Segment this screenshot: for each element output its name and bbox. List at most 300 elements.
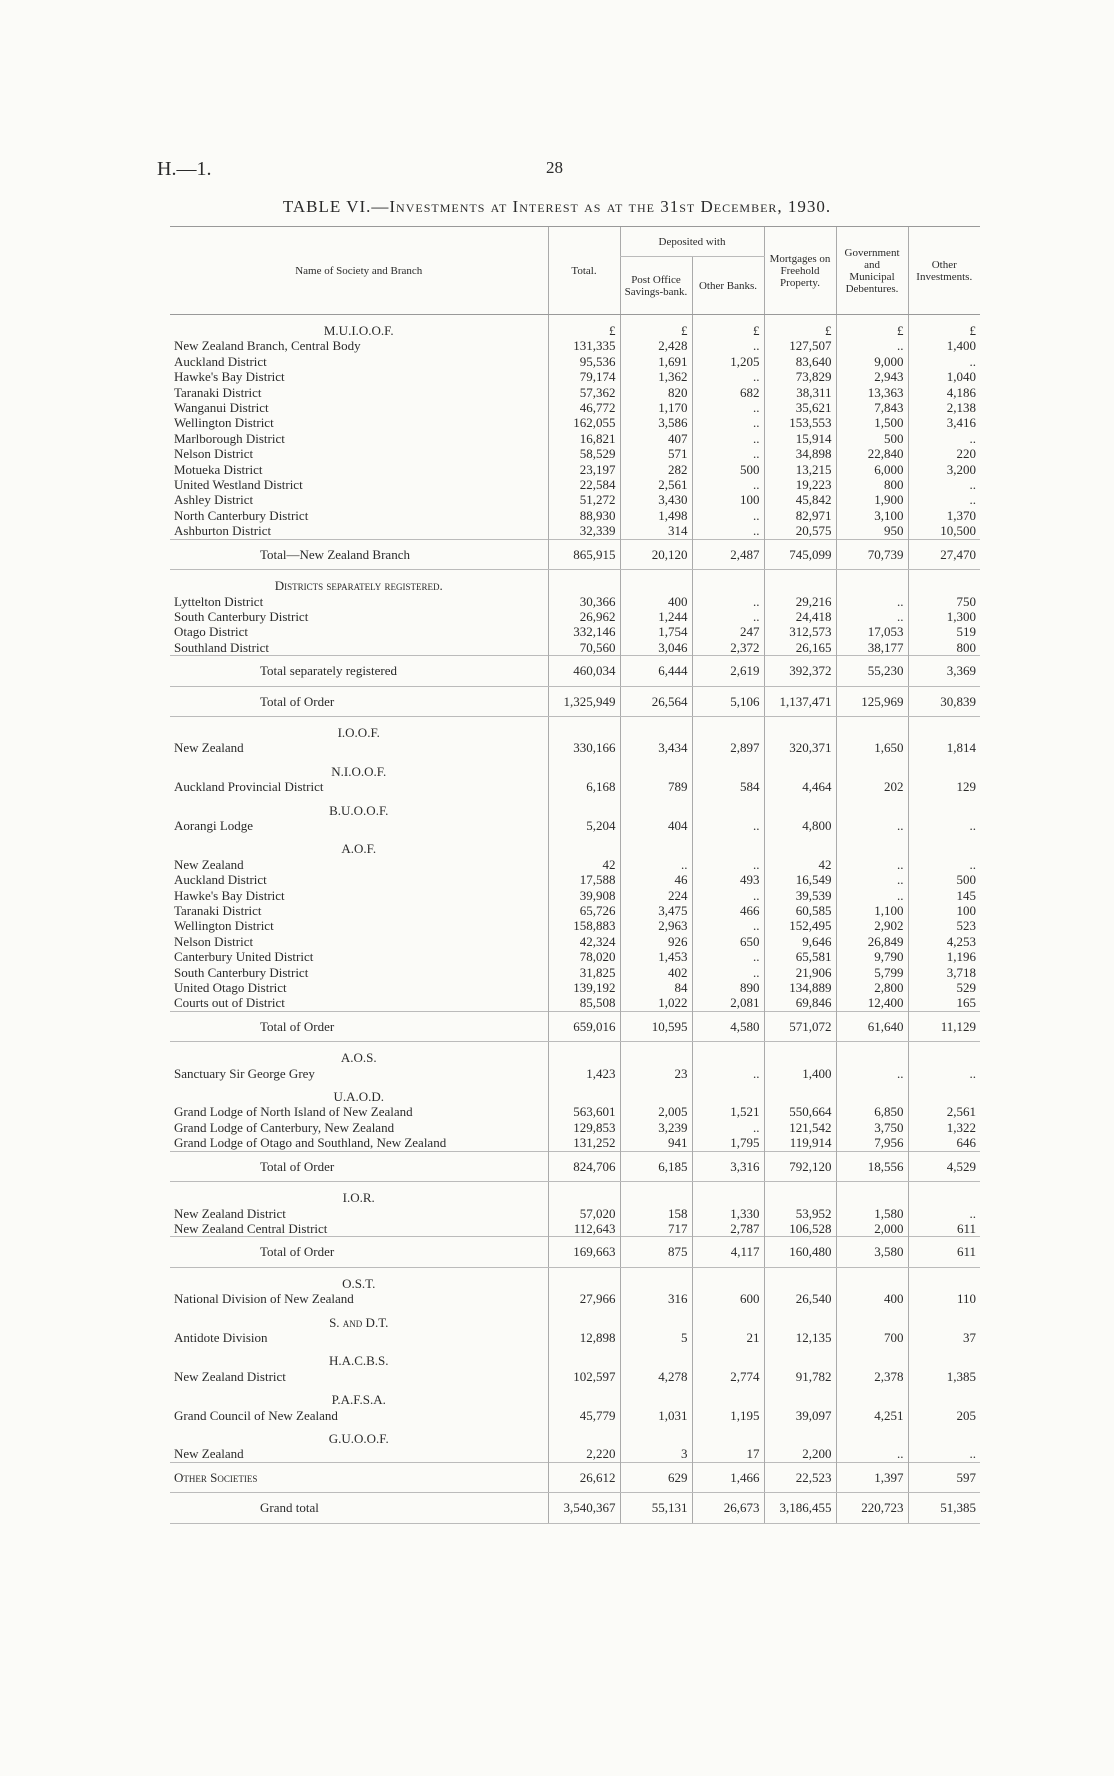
section-row	[170, 1384, 980, 1407]
cell-value	[764, 1081, 836, 1104]
table-row	[170, 934, 980, 949]
cell-value	[548, 1307, 620, 1330]
cell-value: 1,521	[692, 1104, 764, 1119]
cell-value: 926	[620, 934, 692, 949]
header-other-investments: Other Investments.	[908, 227, 980, 315]
cell-value: 35,621	[764, 400, 836, 415]
cell-value	[548, 1182, 620, 1206]
cell-value: 42	[548, 857, 620, 872]
cell-value: 12,400	[836, 995, 908, 1011]
cell-value: 875	[620, 1237, 692, 1267]
cell-value: 3,475	[620, 903, 692, 918]
row-name: Wanganui District	[174, 400, 269, 416]
section-row	[170, 1081, 980, 1104]
cell-value: 17,053	[836, 624, 908, 639]
cell-value: 597	[908, 1462, 980, 1492]
cell-value: 1,466	[692, 1462, 764, 1492]
section-row	[170, 1423, 980, 1446]
cell-value: 220,723	[836, 1493, 908, 1523]
table-row	[170, 995, 980, 1011]
cell-value: ..	[692, 508, 764, 523]
cell-value: 13,215	[764, 462, 836, 477]
section-row	[170, 1307, 980, 1330]
row-name: Districts separately registered.	[274, 578, 443, 594]
cell-value: 2,619	[692, 656, 764, 686]
section-row	[170, 795, 980, 818]
cell-value: 3,316	[692, 1151, 764, 1181]
cell-value: 30,366	[548, 594, 620, 609]
cell-value	[548, 716, 620, 740]
cell-value: 3,200	[908, 462, 980, 477]
cell-value: ..	[620, 857, 692, 872]
cell-value: 3,369	[908, 656, 980, 686]
row-name: Otago District	[174, 624, 249, 640]
table-row	[170, 1369, 980, 1384]
row-name: I.O.R.	[342, 1190, 375, 1206]
cell-value: 21,906	[764, 965, 836, 980]
cell-value: 2,200	[764, 1446, 836, 1462]
cell-value: ..	[692, 446, 764, 461]
cell-value: 1,244	[620, 609, 692, 624]
cell-value: 3,718	[908, 965, 980, 980]
cell-value	[620, 756, 692, 779]
cell-value: 165	[908, 995, 980, 1011]
cell-value	[692, 756, 764, 779]
row-name: Auckland Provincial District	[174, 779, 324, 795]
cell-value: 53,952	[764, 1206, 836, 1221]
cell-value: 466	[692, 903, 764, 918]
table-header	[170, 227, 980, 315]
cell-value: 73,829	[764, 369, 836, 384]
cell-value	[620, 570, 692, 594]
cell-value: 27,966	[548, 1291, 620, 1306]
cell-value: 1,423	[548, 1066, 620, 1081]
cell-value: 30,839	[908, 686, 980, 716]
cell-value: 22,584	[548, 477, 620, 492]
cell-value: 1,100	[836, 903, 908, 918]
cell-value: 800	[908, 640, 980, 656]
cell-value	[836, 795, 908, 818]
cell-value: 129,853	[548, 1120, 620, 1135]
row-name: Aorangi Lodge	[174, 817, 254, 833]
cell-value: 27,470	[908, 539, 980, 569]
cell-value	[692, 1423, 764, 1446]
cell-value: 4,800	[764, 818, 836, 833]
row-name: Marlborough District	[174, 430, 285, 446]
cell-value: 2,378	[836, 1369, 908, 1384]
cell-value: 95,536	[548, 354, 620, 369]
cell-value: 51,385	[908, 1493, 980, 1523]
cell-value: ..	[908, 818, 980, 833]
row-name: Grand Council of New Zealand	[174, 1407, 338, 1423]
cell-value: ..	[836, 609, 908, 624]
cell-value: 78,020	[548, 949, 620, 964]
cell-value: 2,800	[836, 980, 908, 995]
cell-value: 127,507	[764, 338, 836, 353]
cell-value: 84	[620, 980, 692, 995]
row-name: G.U.O.O.F.	[328, 1430, 389, 1446]
cell-value: 57,362	[548, 385, 620, 400]
table-row	[170, 918, 980, 933]
cell-value: 407	[620, 431, 692, 446]
cell-value: ..	[836, 1066, 908, 1081]
cell-value: 2,220	[548, 1446, 620, 1462]
cell-value: 110	[908, 1291, 980, 1306]
cell-value: 247	[692, 624, 764, 639]
cell-value: 3,580	[836, 1237, 908, 1267]
cell-value: ..	[692, 888, 764, 903]
row-name: Taranaki District	[174, 903, 262, 918]
cell-value	[692, 1081, 764, 1104]
cell-value: 3,239	[620, 1120, 692, 1135]
cell-value	[836, 1423, 908, 1446]
cell-value	[836, 833, 908, 856]
row-name: New Zealand	[174, 1446, 244, 1462]
cell-value: ..	[692, 1120, 764, 1135]
section-row	[170, 1182, 980, 1206]
cell-value: 3,586	[620, 415, 692, 430]
cell-value: 1,400	[764, 1066, 836, 1081]
cell-value: ..	[908, 477, 980, 492]
page-reference: H.—1.	[157, 158, 212, 180]
cell-value: 1,205	[692, 354, 764, 369]
cell-value: 39,097	[764, 1408, 836, 1423]
row-name: Grand Lodge of North Island of New Zealand	[174, 1104, 413, 1120]
cell-value: 153,553	[764, 415, 836, 430]
cell-value	[692, 795, 764, 818]
cell-value: 129	[908, 779, 980, 794]
row-name: South Canterbury District	[174, 964, 309, 980]
cell-value	[908, 1345, 980, 1368]
cell-value: 125,969	[836, 686, 908, 716]
cell-value	[836, 1182, 908, 1206]
cell-value: 824,706	[548, 1151, 620, 1181]
row-name: Other Societies	[170, 1462, 548, 1492]
cell-value: 26,612	[548, 1462, 620, 1492]
table-row	[170, 872, 980, 887]
table-row	[170, 965, 980, 980]
total-row	[170, 1237, 980, 1267]
cell-value: 131,335	[548, 338, 620, 353]
cell-value: 23	[620, 1066, 692, 1081]
cell-value	[692, 1182, 764, 1206]
cell-value: 865,915	[548, 539, 620, 569]
cell-value	[692, 1345, 764, 1368]
cell-value: 3,750	[836, 1120, 908, 1135]
cell-value: ..	[692, 818, 764, 833]
cell-value: ..	[692, 965, 764, 980]
cell-value: ..	[836, 818, 908, 833]
table-row	[170, 624, 980, 639]
cell-value	[620, 716, 692, 740]
cell-value: ..	[836, 1446, 908, 1462]
row-name: A.O.S.	[340, 1050, 377, 1066]
cell-value: 2,561	[620, 477, 692, 492]
row-name: Auckland District	[174, 353, 267, 369]
cell-value: 500	[908, 872, 980, 887]
cell-value: 941	[620, 1135, 692, 1151]
cell-value	[692, 1267, 764, 1291]
cell-value: 70,739	[836, 539, 908, 569]
cell-value: ..	[908, 1066, 980, 1081]
cell-value: 1,330	[692, 1206, 764, 1221]
cell-value: 5,106	[692, 686, 764, 716]
cell-value: 792,120	[764, 1151, 836, 1181]
header-name: Name of Society and Branch	[170, 227, 548, 315]
table-row	[170, 1221, 980, 1237]
cell-value: 700	[836, 1330, 908, 1345]
row-name: Canterbury United District	[174, 949, 314, 965]
table-row	[170, 857, 980, 872]
cell-value: 2,561	[908, 1104, 980, 1119]
table-row	[170, 477, 980, 492]
cell-value: 5,204	[548, 818, 620, 833]
cell-value: 100	[692, 492, 764, 507]
cell-value: 1,170	[620, 400, 692, 415]
cell-value: 659,016	[548, 1011, 620, 1041]
table-row	[170, 779, 980, 794]
cell-value: 220	[908, 446, 980, 461]
cell-value: 789	[620, 779, 692, 794]
cell-value: 1,814	[908, 740, 980, 755]
cell-value: 45,779	[548, 1408, 620, 1423]
table-row	[170, 508, 980, 523]
cell-value	[764, 756, 836, 779]
table-row	[170, 640, 980, 656]
cell-value	[692, 1384, 764, 1407]
cell-value: 9,646	[764, 934, 836, 949]
cell-value	[692, 570, 764, 594]
table-row	[170, 462, 980, 477]
cell-value: 3,100	[836, 508, 908, 523]
total-row	[170, 656, 980, 686]
cell-value: 162,055	[548, 415, 620, 430]
cell-value: 16,821	[548, 431, 620, 446]
cell-value: 70,560	[548, 640, 620, 656]
cell-value: 2,081	[692, 995, 764, 1011]
cell-value: 717	[620, 1221, 692, 1237]
cell-value: 330,166	[548, 740, 620, 755]
cell-value	[908, 570, 980, 594]
cell-value: ..	[836, 872, 908, 887]
cell-value: 6,850	[836, 1104, 908, 1119]
row-name: New Zealand	[174, 856, 244, 872]
cell-value: 29,216	[764, 594, 836, 609]
cell-value	[620, 1081, 692, 1104]
cell-value	[764, 1345, 836, 1368]
cell-value: 1,400	[908, 338, 980, 353]
cell-value: £	[764, 315, 836, 339]
total-row	[170, 1011, 980, 1041]
cell-value: 23,197	[548, 462, 620, 477]
cell-value: 42	[764, 857, 836, 872]
cell-value	[548, 1384, 620, 1407]
cell-value	[548, 795, 620, 818]
cell-value	[908, 1081, 980, 1104]
section-row	[170, 756, 980, 779]
table-row	[170, 1135, 980, 1151]
cell-value: 10,500	[908, 523, 980, 539]
table-row	[170, 594, 980, 609]
cell-value: ..	[836, 857, 908, 872]
row-name: United Westland District	[174, 477, 303, 493]
row-name: North Canterbury District	[174, 507, 309, 523]
cell-value	[764, 833, 836, 856]
table-row	[170, 385, 980, 400]
cell-value: 2,000	[836, 1221, 908, 1237]
cell-value	[620, 1423, 692, 1446]
cell-value: £	[548, 315, 620, 339]
cell-value	[836, 570, 908, 594]
cell-value	[908, 1384, 980, 1407]
cell-value: 2,897	[692, 740, 764, 755]
cell-value: 523	[908, 918, 980, 933]
table-row	[170, 415, 980, 430]
row-name: New Zealand Branch, Central Body	[174, 338, 361, 354]
cell-value: 745,099	[764, 539, 836, 569]
section-row	[170, 1042, 980, 1066]
cell-value: 85,508	[548, 995, 620, 1011]
table-row	[170, 903, 980, 918]
total-row	[170, 686, 980, 716]
row-name: Total of Order	[170, 1237, 548, 1267]
cell-value: 571	[620, 446, 692, 461]
table-row	[170, 1066, 980, 1081]
cell-value	[908, 1267, 980, 1291]
row-name: Grand total	[170, 1493, 548, 1523]
cell-value: 34,898	[764, 446, 836, 461]
cell-value: 112,643	[548, 1221, 620, 1237]
cell-value: ..	[908, 492, 980, 507]
cell-value: 55,230	[836, 656, 908, 686]
cell-value: ..	[836, 338, 908, 353]
cell-value: ..	[692, 594, 764, 609]
row-name: N.I.O.O.F.	[331, 763, 387, 779]
cell-value: ..	[692, 415, 764, 430]
cell-value: 31,825	[548, 965, 620, 980]
cell-value: 650	[692, 934, 764, 949]
row-name: Wellington District	[174, 918, 274, 934]
cell-value	[620, 1042, 692, 1066]
cell-value: 584	[692, 779, 764, 794]
cell-value: 3,046	[620, 640, 692, 656]
row-name: Taranaki District	[174, 384, 262, 400]
table-row	[170, 949, 980, 964]
cell-value: 2,963	[620, 918, 692, 933]
row-name: South Canterbury District	[174, 608, 309, 624]
cell-value: 312,573	[764, 624, 836, 639]
cell-value: 2,902	[836, 918, 908, 933]
cell-value: 1,137,471	[764, 686, 836, 716]
cell-value	[620, 1307, 692, 1330]
cell-value: 1,325,949	[548, 686, 620, 716]
cell-value: 55,131	[620, 1493, 692, 1523]
row-name: B.U.O.O.F.	[329, 802, 389, 818]
cell-value: 890	[692, 980, 764, 995]
cell-value: 32,339	[548, 523, 620, 539]
row-name: Lyttelton District	[174, 593, 264, 609]
row-name: Total of Order	[170, 1011, 548, 1041]
cell-value: 3,434	[620, 740, 692, 755]
cell-value	[908, 1423, 980, 1446]
table-row	[170, 369, 980, 384]
cell-value: 2,005	[620, 1104, 692, 1119]
table-row	[170, 818, 980, 833]
row-name: Total—New Zealand Branch	[170, 539, 548, 569]
cell-value	[908, 716, 980, 740]
cell-value: 65,581	[764, 949, 836, 964]
cell-value: ..	[692, 609, 764, 624]
cell-value	[908, 756, 980, 779]
row-name: Wellington District	[174, 415, 274, 431]
cell-value: 12,898	[548, 1330, 620, 1345]
cell-value: ..	[692, 369, 764, 384]
cell-value: 88,930	[548, 508, 620, 523]
cell-value: 800	[836, 477, 908, 492]
row-name: H.A.C.B.S.	[328, 1353, 389, 1369]
cell-value: 500	[692, 462, 764, 477]
cell-value: 7,843	[836, 400, 908, 415]
table-row	[170, 980, 980, 995]
row-name: Sanctuary Sir George Grey	[174, 1065, 315, 1081]
cell-value: 682	[692, 385, 764, 400]
cell-value: ..	[692, 1066, 764, 1081]
cell-value	[620, 1267, 692, 1291]
cell-value: 102,597	[548, 1369, 620, 1384]
table-row	[170, 338, 980, 353]
row-name: M.U.I.O.O.F.	[323, 323, 394, 338]
cell-value: 202	[836, 779, 908, 794]
cell-value: 51,272	[548, 492, 620, 507]
cell-value: ..	[692, 857, 764, 872]
cell-value: 9,790	[836, 949, 908, 964]
row-name: A.O.F.	[341, 841, 377, 857]
cell-value	[764, 1042, 836, 1066]
table-row	[170, 1104, 980, 1119]
cell-value: 145	[908, 888, 980, 903]
cell-value: ..	[692, 918, 764, 933]
row-name: Total of Order	[170, 1151, 548, 1181]
header-mortgages: Mortgages on Freehold Property.	[764, 227, 836, 315]
cell-value	[908, 833, 980, 856]
cell-value	[836, 1307, 908, 1330]
row-name: New Zealand District	[174, 1368, 286, 1384]
cell-value	[764, 1384, 836, 1407]
table-row	[170, 1291, 980, 1306]
cell-value: 42,324	[548, 934, 620, 949]
table-row	[170, 1408, 980, 1423]
row-name: S. and D.T.	[329, 1314, 389, 1330]
cell-value: 1,498	[620, 508, 692, 523]
cell-value	[836, 716, 908, 740]
header-deposited-with: Deposited with	[620, 227, 764, 257]
cell-value: 39,539	[764, 888, 836, 903]
cell-value: 134,889	[764, 980, 836, 995]
cell-value: 158	[620, 1206, 692, 1221]
cell-value: 1,022	[620, 995, 692, 1011]
cell-value: 1,196	[908, 949, 980, 964]
total-row	[170, 1462, 980, 1492]
cell-value: 11,129	[908, 1011, 980, 1041]
cell-value: £	[620, 315, 692, 339]
cell-value: 158,883	[548, 918, 620, 933]
row-name: P.A.F.S.A.	[331, 1392, 386, 1408]
header-total: Total.	[548, 227, 620, 315]
row-name: Hawke's Bay District	[174, 369, 285, 385]
cell-value: ..	[908, 354, 980, 369]
cell-value: 1,397	[836, 1462, 908, 1492]
cell-value: 6,185	[620, 1151, 692, 1181]
